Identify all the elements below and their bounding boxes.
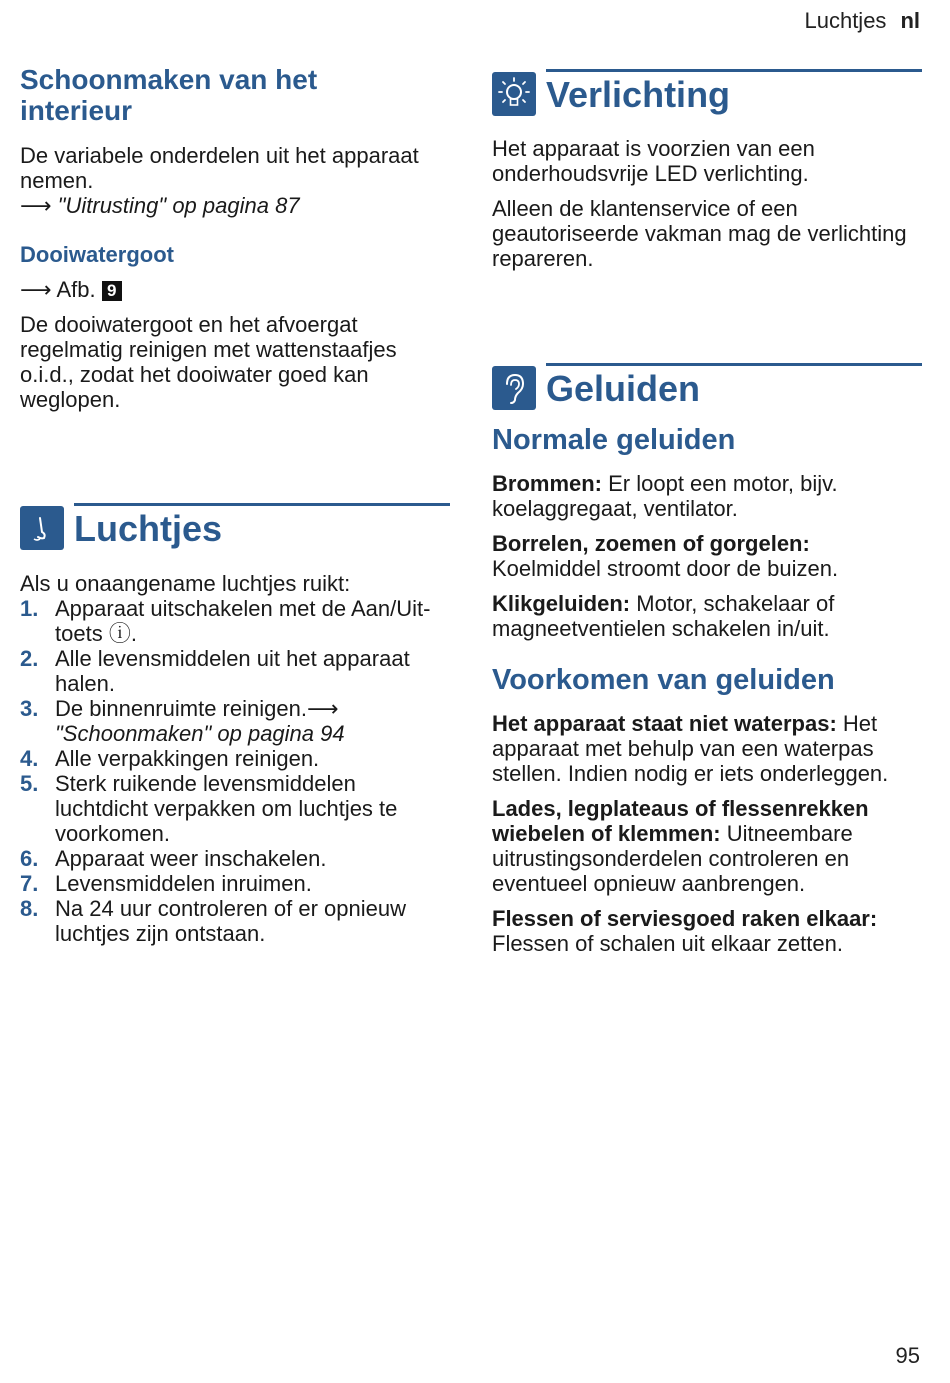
step-text: De binnenruimte reinigen.: [55, 696, 307, 721]
step-number: 1.: [20, 596, 39, 621]
xref-arrow-icon: ⟶: [20, 193, 52, 218]
odours-heading: [20, 503, 450, 551]
header-section: Luchtjes: [804, 8, 887, 33]
noise-term: Lades, legplateaus of flessenrekken wiebelen of klemmen:: [492, 796, 869, 846]
xref-arrow-icon: ⟶: [306, 696, 339, 721]
heading-rule: [74, 503, 450, 506]
heading-rule: [546, 69, 922, 72]
cleaning-title: [20, 64, 450, 126]
list-item: [20, 746, 450, 771]
cleaning-xref-link[interactable]: "Uitrusting" op pagina 87: [57, 193, 300, 218]
list-item: [20, 846, 450, 871]
figure-label: Afb.: [56, 277, 96, 302]
page-number: 95: [895, 1343, 920, 1368]
noise-text: Motor, schakelaar of magneetventielen schakelen in/uit.: [492, 591, 835, 641]
drain-section: [20, 242, 450, 412]
light-bulb-icon: [492, 72, 536, 116]
header-language: nl: [900, 8, 920, 33]
step-text: Sterk ruikende levensmiddelen luchtdicht verpakken om luchtjes te voorkomen.: [55, 771, 398, 846]
drain-body: De dooiwatergoot en het afvoergat regelmatig reinigen met wattenstaafjes o.i.d., zodat het dooiwater goed kan weglopen.: [20, 312, 397, 412]
odours-steps: [20, 596, 450, 946]
avoid-noise-item: [492, 906, 922, 956]
step-text: Apparaat weer inschakelen.: [55, 846, 327, 871]
step-number: 2.: [20, 646, 39, 671]
noise-term: Klikgeluiden:: [492, 591, 631, 616]
cleaning-title-line2: interieur: [20, 95, 133, 126]
nose-icon: [20, 506, 64, 550]
step-number: 5.: [20, 771, 39, 796]
noises-heading: [492, 363, 922, 411]
avoid-noise-item: [492, 796, 922, 896]
avoid-noises-title: Voorkomen van geluiden: [492, 664, 835, 696]
step-tail: .: [130, 621, 137, 646]
step-text: Alle levensmiddelen uit het apparaat halen.: [55, 646, 410, 696]
noise-term: Het apparaat staat niet waterpas:: [492, 711, 837, 736]
power-symbol-icon: ⓘ: [108, 621, 131, 646]
avoid-noise-item: [492, 711, 922, 786]
list-item: [20, 896, 450, 946]
noises-title: Geluiden: [546, 368, 701, 409]
step-number: 7.: [20, 871, 39, 896]
normal-noise-item: [492, 531, 922, 581]
step-text: Na 24 uur controleren of er opnieuw luchtjes zijn ontstaan.: [55, 896, 406, 946]
figure-arrow-icon: ⟶: [20, 277, 52, 302]
normal-noises-title: Normale geluiden: [492, 424, 736, 456]
noise-text: Er loopt een motor, bijv. koelaggregaat, ventilator.: [492, 471, 838, 521]
noise-text: Flessen of schalen uit elkaar zetten.: [492, 931, 843, 956]
lighting-p2: Alleen de klantenservice of een geautoriseerde vakman mag de verlichting repareren.: [492, 196, 907, 271]
noise-term: Borrelen, zoemen of gorgelen:: [492, 531, 810, 556]
odours-title: Luchtjes: [74, 508, 223, 549]
odours-section: [20, 503, 450, 946]
running-header: [804, 8, 920, 34]
noise-text: Het apparaat met behulp van een waterpas stellen. Indien nodig er iets onderleggen.: [492, 711, 889, 786]
lighting-p1: Het apparaat is voorzien van een onderhoudsvrije LED verlichting.: [492, 136, 815, 186]
odours-intro: Als u onaangename luchtjes ruikt:: [20, 571, 351, 596]
lighting-title: Verlichting: [546, 74, 731, 115]
step-number: 8.: [20, 896, 39, 921]
step-xref-link[interactable]: "Schoonmaken" op pagina 94: [55, 721, 345, 746]
list-item: [20, 771, 450, 846]
normal-noise-item: [492, 471, 922, 521]
list-item: [20, 871, 450, 896]
heading-rule: [546, 363, 922, 366]
noise-term: Brommen:: [492, 471, 603, 496]
normal-noise-item: [492, 591, 922, 641]
step-text: Apparaat uitschakelen met de Aan/Uit-toets: [55, 596, 431, 646]
noises-section: [492, 363, 922, 956]
drain-figure-ref: [20, 277, 450, 302]
lighting-heading: [492, 69, 922, 117]
drain-title: Dooiwatergoot: [20, 242, 174, 267]
cleaning-body-text: De variabele onderdelen uit het apparaat nemen.: [20, 143, 419, 193]
list-item: [20, 596, 450, 646]
ear-icon: [492, 366, 536, 410]
figure-number-badge: 9: [102, 281, 122, 301]
step-text: Alle verpakkingen reinigen.: [55, 746, 320, 771]
cleaning-section: [20, 64, 450, 218]
lighting-section: [492, 69, 922, 271]
list-item: [20, 646, 450, 696]
step-text: Levensmiddelen inruimen.: [55, 871, 312, 896]
step-number: 3.: [20, 696, 39, 721]
cleaning-body: [20, 143, 450, 218]
step-number: 4.: [20, 746, 39, 771]
noise-text: Uitneembare uitrustingsonderdelen controleren en eventueel opnieuw aanbrengen.: [492, 821, 853, 896]
cleaning-title-line1: Schoonmaken van het: [20, 64, 318, 95]
step-number: 6.: [20, 846, 39, 871]
noise-text: Koelmiddel stroomt door de buizen.: [492, 556, 839, 581]
noise-term: Flessen of serviesgoed raken elkaar:: [492, 906, 878, 931]
list-item: [20, 696, 450, 746]
